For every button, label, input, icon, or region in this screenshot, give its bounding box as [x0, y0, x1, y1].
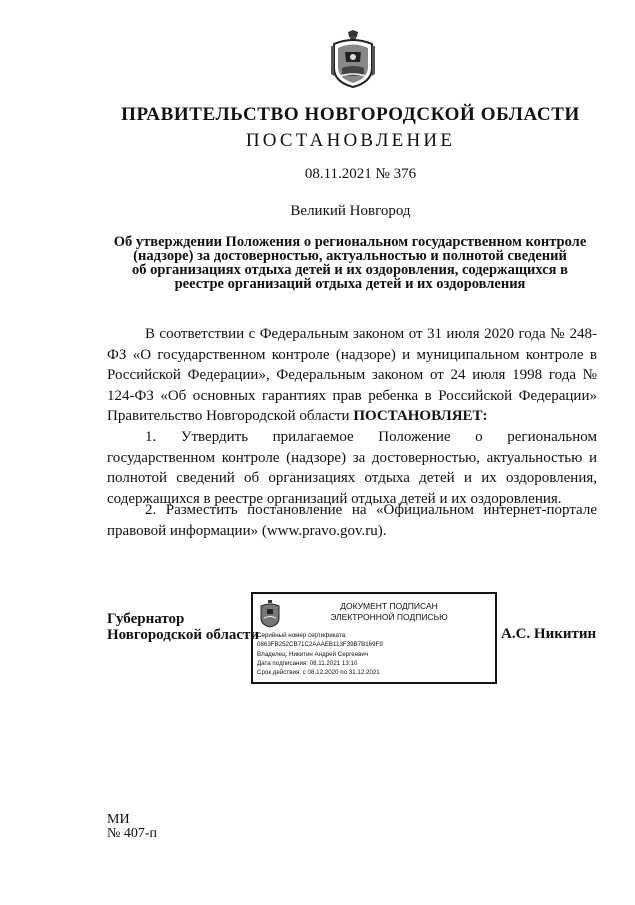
- stamp-title-line: ДОКУМЕНТ ПОДПИСАН: [340, 601, 438, 611]
- paragraph-preamble: [107, 324, 597, 427]
- signing-date: Дата подписания: 08.11.2021 13:10: [257, 659, 358, 667]
- date-number: 08.11.2021 № 376: [304, 166, 417, 182]
- document-type: ПОСТАНОВЛЕНИЕ: [245, 130, 456, 151]
- paragraph-item-2: 2. Разместить постановление на «Официальном интернет-портале правовой информации» (www.pravo.gov.ru).: [107, 502, 597, 539]
- government-title: ПРАВИТЕЛЬСТВО НОВГОРОДСКОЙ ОБЛАСТИ: [121, 104, 580, 125]
- cert-owner: Владелец: Никитин Андрей Сергеевич: [257, 650, 369, 658]
- stamp-coat-of-arms-icon: [259, 600, 281, 628]
- signatory-position: [107, 611, 259, 643]
- subject-line: (надзоре) за достоверностью, актуальностью и полнотой сведений: [133, 248, 567, 264]
- footer-reference: [107, 813, 157, 841]
- stamp-title-line: ЭЛЕКТРОННОЙ ПОДПИСЬЮ: [330, 612, 448, 622]
- city-name: Великий Новгород: [290, 203, 411, 219]
- subject-line: реестре организаций отдыха детей и их оздоровления: [174, 276, 526, 292]
- document-reference: № 407-п: [107, 826, 158, 841]
- preamble-text: В соответствии с Федеральным законом от 31 июля 2020 года № 248-ФЗ «О государственном контроле (надзоре) и муниципальном контроле в Российской Федерации», Федеральным законом от 24 июля 1998 года № 124-ФЗ «Об основных гарантиях прав ребенка в Российской Федерации» Правительство Новгородской области: [107, 326, 597, 424]
- cert-validity: Срок действия: с 08.12.2020 по 31.12.2021: [257, 669, 380, 677]
- subject-line: Об утверждении Положения о региональном государственном контроле: [113, 234, 587, 250]
- cert-number: 0863FB252CB71C2AAAEB113F39B7B169F9: [257, 641, 383, 649]
- document-subject: [110, 235, 590, 291]
- stamp-details: [257, 631, 493, 677]
- position-line: Новгородской области: [107, 627, 260, 643]
- electronic-signature-stamp: [251, 592, 497, 684]
- signatory-name: А.С. Никитин: [501, 626, 597, 642]
- position-line: Губернатор: [107, 611, 185, 627]
- subject-line: об организациях отдыха детей и их оздоровления, содержащихся в: [132, 262, 568, 278]
- novgorod-coat-of-arms-icon: [330, 30, 376, 88]
- executor-initials: МИ: [107, 812, 130, 827]
- cert-label: Серийный номер сертификата:: [257, 632, 347, 639]
- decree-keyword: ПОСТАНОВЛЯЕТ:: [353, 408, 488, 424]
- paragraph-item-1: 1. Утвердить прилагаемое Положение о региональном государственном контроле (надзоре) за достоверностью, актуальностью и полнотой сведений об организациях отдыха детей и их оздоровления, содержащихся в реестре организаций отдыха детей и их оздоровления.: [107, 429, 597, 507]
- stamp-title: [289, 601, 489, 623]
